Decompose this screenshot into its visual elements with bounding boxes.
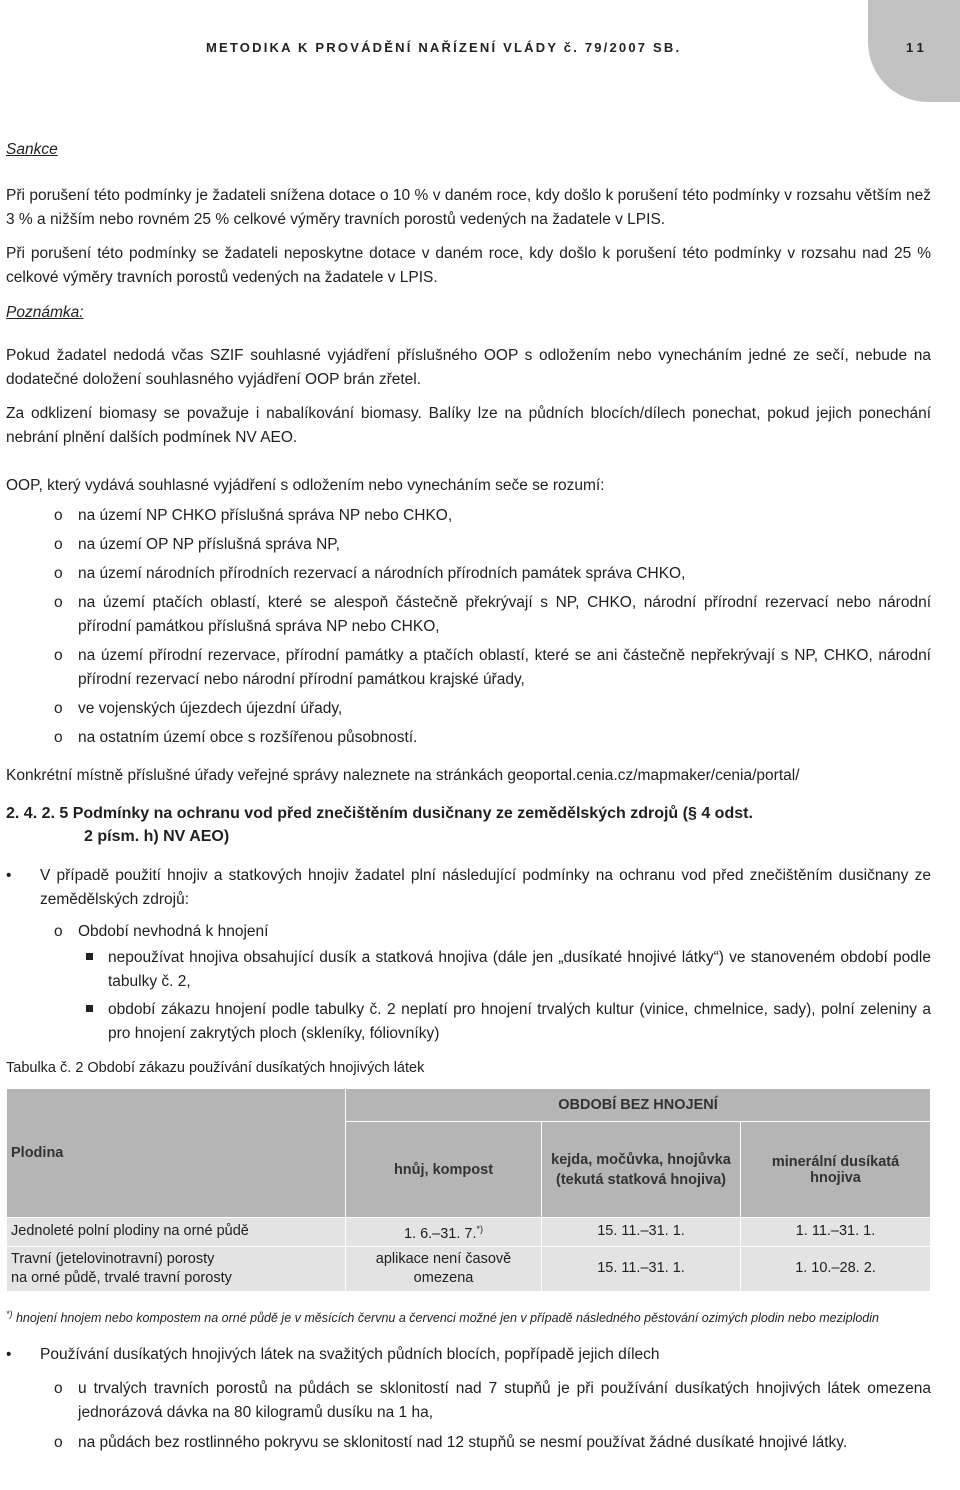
column-header-hnuj: hnůj, kompost <box>346 1122 542 1218</box>
circle-marker: o <box>54 594 63 611</box>
sub-item: o na půdách bez rostlinného pokryvu se sklonitostí nad 12 stupňů se nesmí používat žádné dusíkaté hnojivé látky. <box>6 1431 931 1455</box>
sub-item: o Období nevhodná k hnojení <box>6 920 931 944</box>
poznamka-paragraph-2: Za odklizení biomasy se považuje i nabalíkování biomasy. Balíky lze na půdních blocích/dílech ponechat, pokud jejich ponechání nebrání plnění dalších podmínek NV AEO. <box>6 405 931 446</box>
running-header: METODIKA K PROVÁDĚNÍ NAŘÍZENÍ VLÁDY č. 79/2007 SB. <box>206 40 682 55</box>
circle-marker: o <box>54 536 63 553</box>
list-item: o na území NP CHKO příslušná správa NP nebo CHKO, <box>6 504 931 528</box>
table-cell: aplikace není časově omezena <box>346 1246 542 1291</box>
sankce-paragraph-2: Při porušení této podmínky se žadateli neposkytne dotace v daném roce, kdy došlo k porušení této podmínky v rozsahu nad 25 % celkové výměry travních porostů vedených na žadatele v LPIS. <box>6 245 931 286</box>
table-cell: 15. 11.–31. 1. <box>542 1218 741 1247</box>
list-item: o na území národních přírodních rezervací a národních přírodních památek správa CHKO, <box>6 562 931 586</box>
list-item: o na území přírodní rezervace, přírodní památky a ptačích oblastí, které se ani částečně nepřekrývají s NP, CHKO, národní přírodní rezervací nebo národní přírodní památkou krajské úřady, <box>6 644 931 692</box>
square-bullet-item: nepoužívat hnojiva obsahující dusík a statková hnojiva (dále jen „dusíkaté hnojivé látky“) ve stanoveném období podle tabulky č. 2, <box>6 946 931 994</box>
table-cell: 1. 6.–31. 7.*) <box>346 1218 542 1247</box>
section-heading: 2. 4. 2. 5 Podmínky na ochranu vod před znečištěním dusičnany ze zemědělských zdrojů (§ 4 odst. 2 písm. h) NV AEO) <box>6 805 753 845</box>
column-header-plodina: Plodina <box>7 1089 346 1218</box>
group-header: OBDOBÍ BEZ HNOJENÍ <box>346 1089 931 1122</box>
table-cell: 15. 11.–31. 1. <box>542 1246 741 1291</box>
sankce-paragraph-1: Při porušení této podmínky je žadateli snížena dotace o 10 % v daném roce, kdy došlo k porušení této podmínky v rozsahu větším než 3 % a nižším nebo rovném 25 % celkové výměry travních porostů vedených na žadatele v LPIS. <box>6 187 931 228</box>
main-content <box>6 139 931 1457</box>
list-item: o na ostatním území obce s rozšířenou působností. <box>6 726 931 750</box>
sankce-heading: Sankce <box>6 141 58 158</box>
circle-marker: o <box>54 1433 63 1451</box>
table-footnote: *) hnojení hnojem nebo kompostem na orné půdě je v měsících červnu a červenci možné jen v případě následného pěstování ozimých plodin nebo meziplodin <box>6 1308 879 1325</box>
circle-marker: o <box>54 647 63 664</box>
circle-marker: o <box>54 565 63 582</box>
circle-marker: o <box>54 1379 63 1397</box>
table-cell: Travní (jetelovinotravní) porosty na orné půdě, trvalé travní porosty <box>7 1246 346 1291</box>
list-item: o na území OP NP příslušná správa NP, <box>6 533 931 557</box>
page-number: 11 <box>906 40 928 55</box>
geoportal-note: Konkrétní místně příslušné úřady veřejné správy naleznete na stránkách geoportal.cenia.cz/mapmaker/cenia/portal/ <box>6 767 800 784</box>
square-marker <box>86 953 93 960</box>
circle-marker: o <box>54 507 63 524</box>
oop-list <box>6 504 931 750</box>
fertilization-table <box>6 1088 931 1292</box>
circle-marker: o <box>54 700 63 717</box>
table-row <box>7 1218 931 1247</box>
circle-marker: o <box>54 923 63 940</box>
square-marker <box>86 1005 93 1012</box>
circle-marker: o <box>54 729 63 746</box>
bullet-marker: • <box>6 867 12 884</box>
poznamka-heading: Poznámka: <box>6 304 84 321</box>
square-bullet-item: období zákazu hnojení podle tabulky č. 2 neplatí pro hnojení trvalých kultur (vinice, chmelnice, sady), polní zeleniny a pro hnojení zakrytých ploch (skleníky, fóliovníky) <box>6 998 931 1046</box>
sub-item: o u trvalých travních porostů na půdách se sklonitostí nad 7 stupňů je při používání dusíkatých hnojivých látek omezena jednorázová dávka na 80 kilogramů dusíku na 1 ha, <box>6 1377 931 1425</box>
table-cell: Jednoleté polní plodiny na orné půdě <box>7 1218 346 1247</box>
table-cell: 1. 11.–31. 1. <box>741 1218 931 1247</box>
table-cell: 1. 10.–28. 2. <box>741 1246 931 1291</box>
oop-intro: OOP, který vydává souhlasné vyjádření s odložením nebo vynecháním seče se rozumí: <box>6 477 605 494</box>
table-caption: Tabulka č. 2 Období zákazu používání dusíkatých hnojivých látek <box>6 1060 425 1076</box>
column-header-mineralni: minerální dusíkatá hnojiva <box>741 1122 931 1218</box>
bullet-item: • V případě použití hnojiv a statkových hnojiv žadatel plní následující podmínky na ochranu vod před znečištěním dusičnany ze zemědělských zdrojů: <box>6 864 931 912</box>
table-row <box>7 1246 931 1291</box>
poznamka-paragraph-1: Pokud žadatel nedodá včas SZIF souhlasné vyjádření příslušného OOP s odložením nebo vynecháním jedné ze sečí, nebude na dodatečné doložení souhlasného vyjádření OOP brán zřetel. <box>6 347 931 388</box>
bullet-item: • Používání dusíkatých hnojivých látek na svažitých půdních blocích, popřípadě jejich dílech <box>6 1343 931 1367</box>
column-header-kejda: kejda, močůvka, hnojůvka (tekutá statková hnojiva) <box>542 1122 741 1218</box>
list-item: o ve vojenských újezdech újezdní úřady, <box>6 697 931 721</box>
bullet-marker: • <box>6 1345 12 1363</box>
list-item: o na území ptačích oblastí, které se alespoň částečně překrývají s NP, CHKO, národní přírodní rezervací nebo národní přírodní památkou příslušná správa NP nebo CHKO, <box>6 591 931 639</box>
